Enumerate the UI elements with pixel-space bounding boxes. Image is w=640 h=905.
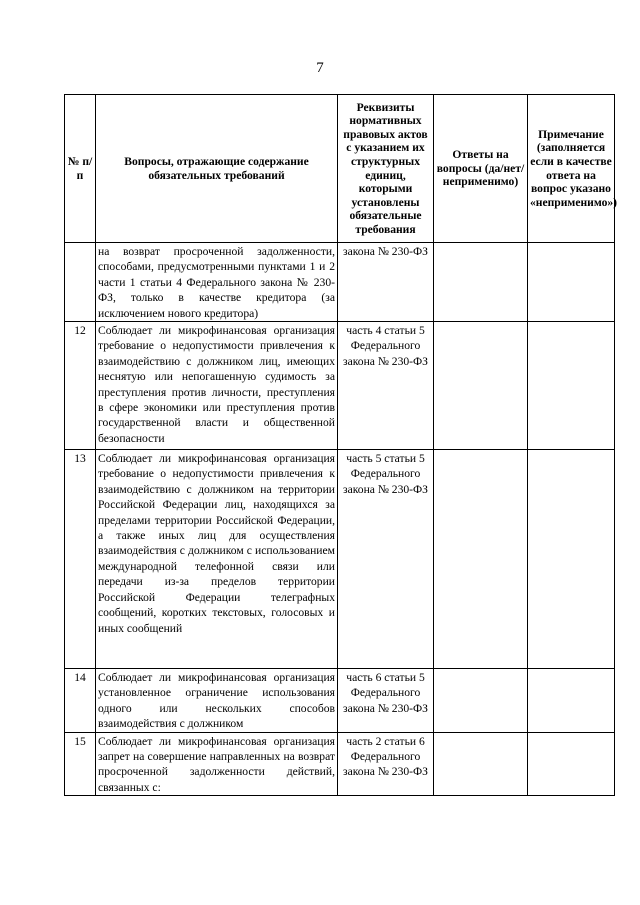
row-num: 14 [65, 669, 96, 733]
row-answer-cell[interactable] [434, 322, 528, 450]
row-reqs: часть 6 статьи 5 Федерального закона № 230-ФЗ [338, 669, 434, 733]
row-num: 13 [65, 450, 96, 669]
header-reqs: Реквизиты нормативных правовых актов с указанием их структурных единиц, которыми установлены обязательные требования [338, 95, 434, 243]
page-number: 7 [316, 60, 324, 76]
table-row [65, 450, 615, 669]
row-answer-cell[interactable] [434, 732, 528, 796]
row-question: Соблюдает ли микрофинансовая организация требование о недопустимости привлечения к взаимодействию с должником на территории Российской Федерации лиц, находящихся за пределами территории Российской Федерации, а также иных лиц для осуществления взаимодействия с должником с использованием международной телефонной связи или передачи из-за пределов территории Российской Федерации телеграфных сообщений, коротких текстовых, голосовых и иных сообщений [96, 450, 338, 669]
header-note: Примечание (заполняется если в качестве ответа на вопрос указано «неприменимо») [528, 95, 615, 243]
row-note-cell[interactable] [528, 243, 615, 322]
header-question: Вопросы, отражающие содержание обязательных требований [96, 95, 338, 243]
table-row [65, 732, 615, 796]
row-note-cell[interactable] [528, 732, 615, 796]
table-row [65, 322, 615, 450]
row-question: на возврат просроченной задолженности, способами, предусмотренными пунктами 1 и 2 части 1 статьи 4 Федерального закона № 230-ФЗ, только в качестве кредитора (за исключением нового кредитора) [96, 243, 338, 322]
table-row [65, 669, 615, 733]
row-question: Соблюдает ли микрофинансовая организация требование о недопустимости привлечения к взаимодействию с должником лиц, имеющих неснятую или непогашенную судимость за преступления против личности, преступления в сфере экономики или преступления против государственной власти и общественной безопасности [96, 322, 338, 450]
header-num: № п/п [65, 95, 96, 243]
row-num: 15 [65, 732, 96, 796]
row-num [65, 243, 96, 322]
row-reqs: закона № 230-ФЗ [338, 243, 434, 322]
row-reqs: часть 5 статьи 5 Федерального закона № 230-ФЗ [338, 450, 434, 669]
requirements-table [64, 94, 618, 796]
row-question: Соблюдает ли микрофинансовая организация установленное ограничение использования одного или нескольких способов взаимодействия с должником [96, 669, 338, 733]
row-question: Соблюдает ли микрофинансовая организация запрет на совершение направленных на возврат просроченной задолженности действий, связанных с: [96, 732, 338, 796]
table-row [65, 243, 615, 322]
row-num: 12 [65, 322, 96, 450]
row-answer-cell[interactable] [434, 243, 528, 322]
row-note-cell[interactable] [528, 450, 615, 669]
row-answer-cell[interactable] [434, 669, 528, 733]
row-reqs: часть 4 статьи 5 Федерального закона № 230-ФЗ [338, 322, 434, 450]
header-answer: Ответы на вопросы (да/нет/ неприменимо) [434, 95, 528, 243]
row-reqs: часть 2 статьи 6 Федерального закона № 230-ФЗ [338, 732, 434, 796]
table-header-row [65, 95, 615, 243]
row-note-cell[interactable] [528, 322, 615, 450]
row-note-cell[interactable] [528, 669, 615, 733]
row-answer-cell[interactable] [434, 450, 528, 669]
